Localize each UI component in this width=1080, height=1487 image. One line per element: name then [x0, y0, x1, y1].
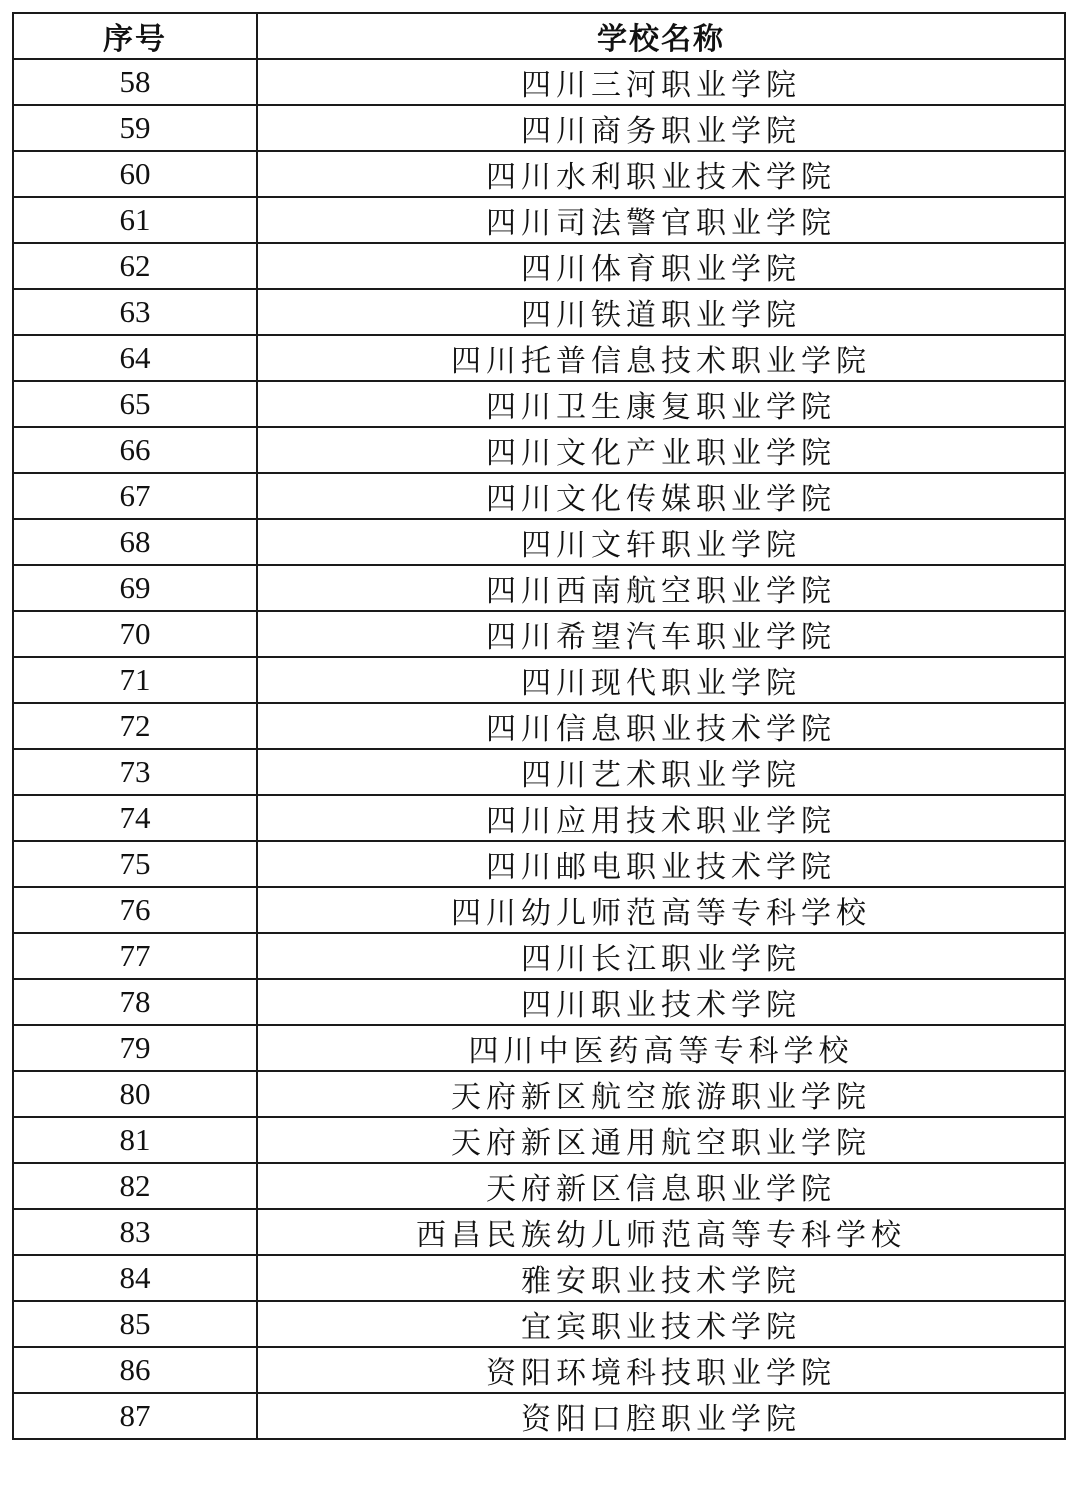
- table-row: [13, 1117, 1065, 1163]
- table-row: [13, 841, 1065, 887]
- school-list-sheet: [12, 12, 1064, 1440]
- school-name-cell: 雅安职业技术学院: [257, 1255, 1065, 1301]
- table-row: [13, 1163, 1065, 1209]
- serial-number-cell: 73: [13, 749, 257, 795]
- serial-number-cell: 69: [13, 565, 257, 611]
- school-name-cell: 四川信息职业技术学院: [257, 703, 1065, 749]
- serial-number-cell: 81: [13, 1117, 257, 1163]
- table-row: [13, 565, 1065, 611]
- table-row: [13, 151, 1065, 197]
- table-row: [13, 1255, 1065, 1301]
- school-name-cell: 四川铁道职业学院: [257, 289, 1065, 335]
- table-row: [13, 289, 1065, 335]
- table-row: [13, 1393, 1065, 1439]
- school-name-cell: 天府新区通用航空职业学院: [257, 1117, 1065, 1163]
- table-row: [13, 427, 1065, 473]
- serial-number-cell: 63: [13, 289, 257, 335]
- table-row: [13, 703, 1065, 749]
- table-row: [13, 611, 1065, 657]
- table-body: [13, 59, 1065, 1439]
- school-name-cell: 四川商务职业学院: [257, 105, 1065, 151]
- table-row: [13, 887, 1065, 933]
- serial-number-cell: 71: [13, 657, 257, 703]
- table-row: [13, 1071, 1065, 1117]
- school-name-cell: 资阳环境科技职业学院: [257, 1347, 1065, 1393]
- serial-number-cell: 84: [13, 1255, 257, 1301]
- school-name-cell: 四川职业技术学院: [257, 979, 1065, 1025]
- table-row: [13, 1025, 1065, 1071]
- table-row: [13, 795, 1065, 841]
- school-name-cell: 四川幼儿师范高等专科学校: [257, 887, 1065, 933]
- serial-number-cell: 74: [13, 795, 257, 841]
- header-serial-number: 序号: [13, 13, 257, 59]
- school-name-cell: 天府新区航空旅游职业学院: [257, 1071, 1065, 1117]
- school-name-cell: 四川艺术职业学院: [257, 749, 1065, 795]
- table-row: [13, 1209, 1065, 1255]
- school-name-cell: 四川邮电职业技术学院: [257, 841, 1065, 887]
- school-name-cell: 四川卫生康复职业学院: [257, 381, 1065, 427]
- school-name-cell: 四川西南航空职业学院: [257, 565, 1065, 611]
- serial-number-cell: 72: [13, 703, 257, 749]
- serial-number-cell: 70: [13, 611, 257, 657]
- table-row: [13, 59, 1065, 105]
- school-name-cell: 四川中医药高等专科学校: [257, 1025, 1065, 1071]
- serial-number-cell: 77: [13, 933, 257, 979]
- school-name-cell: 四川托普信息技术职业学院: [257, 335, 1065, 381]
- table-row: [13, 473, 1065, 519]
- school-name-cell: 四川文轩职业学院: [257, 519, 1065, 565]
- table-row: [13, 381, 1065, 427]
- serial-number-cell: 75: [13, 841, 257, 887]
- serial-number-cell: 66: [13, 427, 257, 473]
- serial-number-cell: 78: [13, 979, 257, 1025]
- table-header-row: [13, 13, 1065, 59]
- school-name-cell: 资阳口腔职业学院: [257, 1393, 1065, 1439]
- serial-number-cell: 68: [13, 519, 257, 565]
- table-row: [13, 657, 1065, 703]
- school-name-cell: 四川长江职业学院: [257, 933, 1065, 979]
- table-row: [13, 979, 1065, 1025]
- school-name-cell: 天府新区信息职业学院: [257, 1163, 1065, 1209]
- school-name-cell: 四川现代职业学院: [257, 657, 1065, 703]
- school-name-cell: 四川水利职业技术学院: [257, 151, 1065, 197]
- table-row: [13, 1301, 1065, 1347]
- table-row: [13, 105, 1065, 151]
- school-name-cell: 四川三河职业学院: [257, 59, 1065, 105]
- serial-number-cell: 76: [13, 887, 257, 933]
- serial-number-cell: 59: [13, 105, 257, 151]
- table-row: [13, 519, 1065, 565]
- serial-number-cell: 67: [13, 473, 257, 519]
- serial-number-cell: 85: [13, 1301, 257, 1347]
- school-name-cell: 四川应用技术职业学院: [257, 795, 1065, 841]
- school-name-cell: 四川文化传媒职业学院: [257, 473, 1065, 519]
- table-row: [13, 1347, 1065, 1393]
- table-row: [13, 933, 1065, 979]
- serial-number-cell: 79: [13, 1025, 257, 1071]
- school-name-cell: 四川希望汽车职业学院: [257, 611, 1065, 657]
- school-name-cell: 四川文化产业职业学院: [257, 427, 1065, 473]
- serial-number-cell: 82: [13, 1163, 257, 1209]
- serial-number-cell: 80: [13, 1071, 257, 1117]
- school-name-cell: 四川体育职业学院: [257, 243, 1065, 289]
- table-row: [13, 335, 1065, 381]
- serial-number-cell: 61: [13, 197, 257, 243]
- serial-number-cell: 65: [13, 381, 257, 427]
- serial-number-cell: 62: [13, 243, 257, 289]
- school-table: [12, 12, 1066, 1440]
- school-name-cell: 四川司法警官职业学院: [257, 197, 1065, 243]
- table-row: [13, 749, 1065, 795]
- table-row: [13, 243, 1065, 289]
- school-name-cell: 宜宾职业技术学院: [257, 1301, 1065, 1347]
- school-name-cell: 西昌民族幼儿师范高等专科学校: [257, 1209, 1065, 1255]
- table-row: [13, 197, 1065, 243]
- serial-number-cell: 83: [13, 1209, 257, 1255]
- serial-number-cell: 87: [13, 1393, 257, 1439]
- serial-number-cell: 60: [13, 151, 257, 197]
- serial-number-cell: 58: [13, 59, 257, 105]
- serial-number-cell: 64: [13, 335, 257, 381]
- header-school-name: 学校名称: [257, 13, 1065, 59]
- serial-number-cell: 86: [13, 1347, 257, 1393]
